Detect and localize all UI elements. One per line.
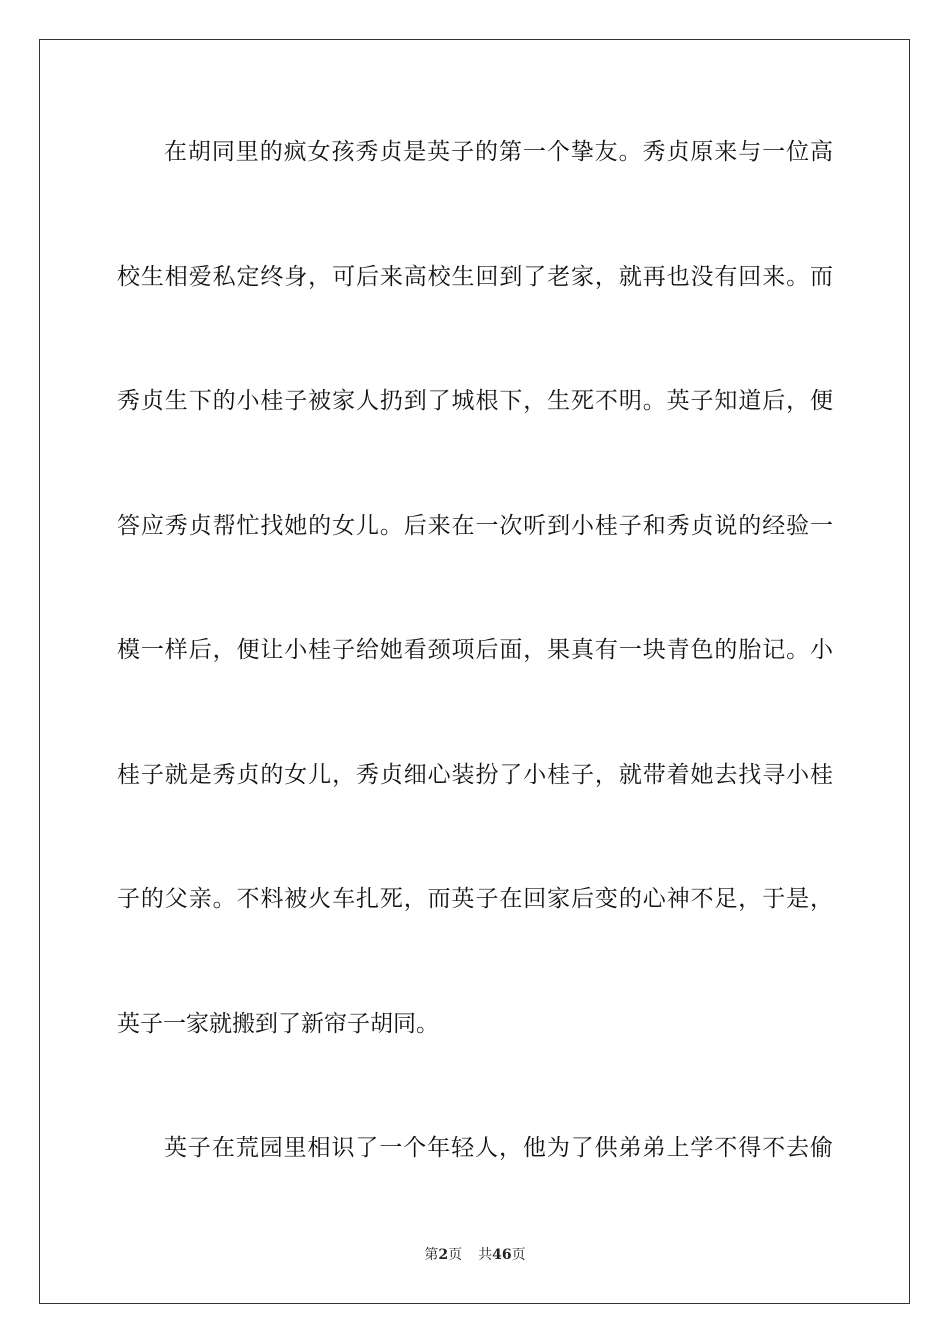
paragraph-1-line-8: 英子一家就搬到了新帘子胡同。 [117,1011,439,1037]
paragraph-1-line-4: 答应秀贞帮忙找她的女儿。后来在一次听到小桂子和秀贞说的经验一 [117,513,833,539]
paragraph-1-line-3: 秀贞生下的小桂子被家人扔到了城根下，生死不明。英子知道后，便 [117,388,833,414]
total-label-prefix: 共 [478,1247,493,1263]
paragraph-1-line-1: 在胡同里的疯女孩秀贞是英子的第一个挚友。秀贞原来与一位高 [164,139,833,165]
paragraph-1-line-7: 子的父亲。不料被火车扎死，而英子在回家后变的心神不足，于是， [117,886,833,912]
page-label-prefix: 第 [424,1247,439,1263]
page-footer [0,1246,950,1264]
paragraph-1-line-2: 校生相爱私定终身，可后来高校生回到了老家，就再也没有回来。而 [117,264,833,290]
page-label-suffix: 页 [448,1247,463,1263]
paragraph-2-line-1: 英子在荒园里相识了一个年轻人，他为了供弟弟上学不得不去偷 [164,1135,833,1161]
paragraph-1-line-6: 桂子就是秀贞的女儿，秀贞细心装扮了小桂子，就带着她去找寻小桂 [117,762,833,788]
total-pages: 46 [492,1247,512,1263]
page-number: 2 [438,1247,449,1263]
page-border [39,39,910,1304]
total-label-suffix: 页 [511,1247,526,1263]
paragraph-1-line-5: 模一样后，便让小桂子给她看颈项后面，果真有一块青色的胎记。小 [117,637,833,663]
